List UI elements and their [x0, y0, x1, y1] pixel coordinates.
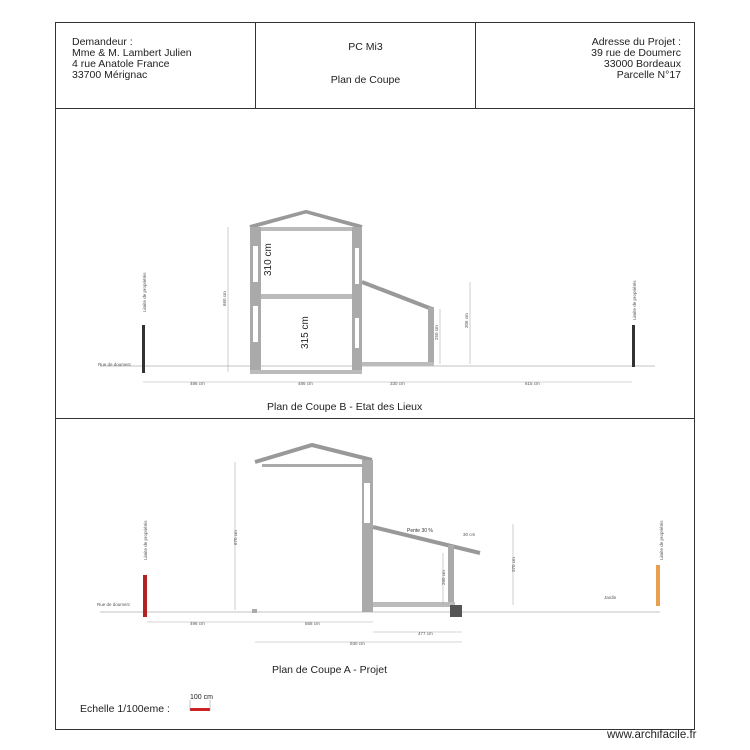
foundation-a — [450, 605, 462, 617]
project-label: Adresse du Projet : — [591, 36, 681, 48]
garden-label-a: Jardin — [604, 595, 617, 600]
ground-floor-b — [250, 370, 362, 374]
project-street: 39 rue de Doumerc — [591, 47, 681, 59]
applicant-label: Demandeur : — [72, 36, 133, 48]
hdim-label-3-a: 477 cm — [418, 631, 433, 636]
slope-label-a: Pente 30 % — [407, 528, 433, 534]
vdim-label-3-b: 250 cm — [434, 325, 439, 340]
street-label-a: Rue de doumerc — [97, 602, 131, 607]
hdim-label-1-a: 496 cm — [190, 621, 205, 626]
applicant-name: Mme & M. Lambert Julien — [72, 47, 192, 59]
limit-label-right-a: Limite de propriétés — [659, 520, 664, 560]
hdim-label-3-b: 330 cm — [390, 381, 405, 386]
project-parcel: Parcelle N°17 — [616, 69, 681, 81]
vdim-label-2-b: 306 cm — [464, 313, 469, 328]
middle-floor-b — [261, 294, 352, 299]
extension-post-a — [448, 545, 454, 605]
scale-label: Echelle 1/100eme : — [80, 703, 170, 715]
extension-floor-b — [362, 362, 434, 366]
left-footing-a — [252, 609, 257, 613]
section-a-caption: Plan de Coupe A - Projet — [272, 664, 387, 676]
vdim-label-1-b: 660 cm — [222, 291, 227, 306]
limit-label-right-b: Limite de propriétés — [632, 280, 637, 320]
window-right-lower-b — [355, 318, 359, 348]
hdim-label-4-a: 930 cm — [350, 641, 365, 646]
project-city: 33000 Bordeaux — [603, 58, 681, 70]
section-b-caption: Plan de Coupe B - Etat des Lieux — [267, 401, 423, 413]
street-label-b: Rue de doumerc — [98, 362, 132, 367]
document-code: PC Mi3 — [348, 41, 383, 53]
ceiling-b — [261, 227, 352, 231]
hdim-label-2-a: 568 cm — [305, 621, 320, 626]
window-right-upper-b — [355, 248, 359, 284]
section-a-drawing — [97, 445, 664, 646]
hdim-label-4-b: 615 cm — [525, 381, 540, 386]
window-left-lower-b — [253, 306, 258, 342]
property-limit-post-right-b — [632, 325, 635, 367]
vdim-label-2-a: 280 cm — [441, 570, 446, 585]
extension-roof-b — [362, 282, 432, 309]
section-b-drawing — [98, 212, 655, 386]
hdim-label-1-b: 486 cm — [190, 381, 205, 386]
limit-label-left-b: Limite de propriétés — [142, 272, 147, 312]
main-wall-a — [362, 460, 373, 612]
vdim-label-1-a: 670 cm — [233, 530, 238, 545]
roof-a — [255, 445, 372, 462]
document-title: Plan de Coupe — [330, 74, 401, 86]
height-upper-b: 310 cm — [263, 243, 274, 276]
window-left-upper-b — [253, 246, 258, 282]
hdim-label-2-b: 486 cm — [298, 381, 313, 386]
height-lower-b: 315 cm — [300, 316, 311, 349]
applicant-street: 4 rue Anatole France — [72, 58, 170, 70]
window-main-a — [364, 483, 370, 523]
applicant-city: 33700 Mérignac — [72, 69, 148, 81]
property-limit-post-left-b — [142, 325, 145, 373]
roof-tie-a — [262, 464, 362, 467]
vdim-label-4-a: 30 cm — [463, 532, 476, 537]
property-limit-post-left-a — [143, 575, 147, 617]
watermark[interactable]: www.archifacile.fr — [607, 729, 697, 741]
limit-label-left-a: Limite de propriétés — [143, 520, 148, 560]
property-limit-post-right-a — [656, 565, 660, 606]
vdim-label-3-a: 370 cm — [511, 557, 516, 572]
scale-bar-label: 100 cm — [190, 694, 213, 701]
scale-bar — [190, 708, 210, 711]
